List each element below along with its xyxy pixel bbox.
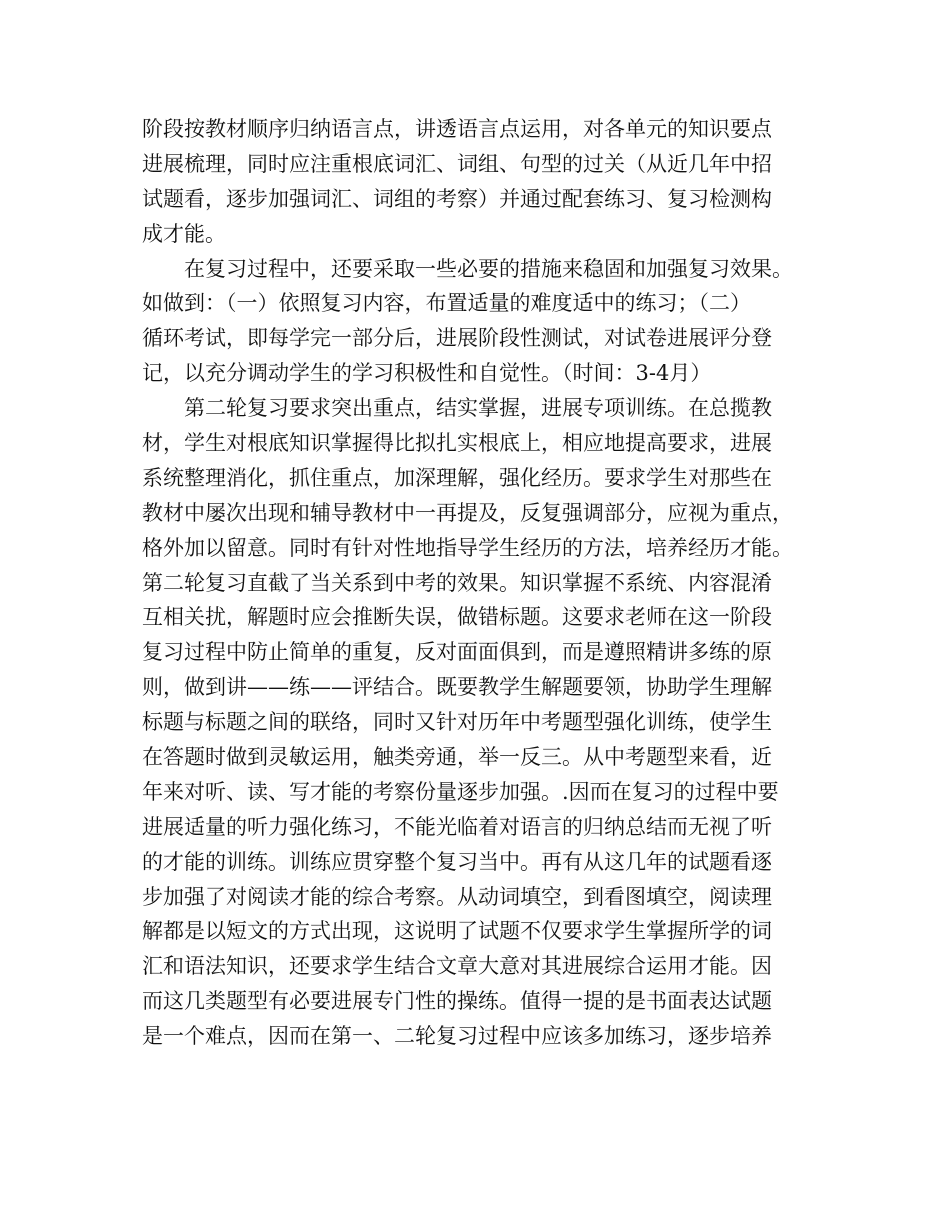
- text-line: 系统整理消化，抓住重点，加深理解，强化经历。要求学生对那些在: [142, 465, 772, 490]
- text-line: 第二轮复习直截了当关系到中考的效果。知识掌握不系统、内容混淆: [142, 570, 772, 595]
- text-line: 则，做到讲——练——评结合。既要教学生解题要领，协助学生理解: [142, 675, 772, 700]
- text-line: 试题看，逐步加强词汇、词组的考察）并通过配套练习、复习检测构: [142, 186, 772, 211]
- text-line: 年来对听、读、写才能的考察份量逐步加强。.因而在复习的过程中要: [142, 779, 779, 804]
- text-line: 汇和语法知识，还要求学生结合文章大意对其进展综合运用才能。因: [142, 954, 772, 979]
- text-line: 材，学生对根底知识掌握得比拟扎实根底上，相应地提高要求，进展: [142, 431, 772, 456]
- text-line: 解都是以短文的方式出现，这说明了试题不仅要求学生掌握所学的词: [142, 919, 772, 944]
- text-line: 进展适量的听力强化练习，不能光临着对语言的归纳总结而无视了听: [142, 814, 772, 839]
- text-line: 标题与标题之间的联络，同时又针对历年中考题型强化训练，使学生: [142, 710, 772, 735]
- text-line: 第二轮复习要求突出重点，结实掌握，进展专项训练。在总揽教: [184, 396, 772, 421]
- text-line: 互相关扰，解题时应会推断失误，做错标题。这要求老师在这一阶段: [142, 605, 772, 630]
- text-line: 步加强了对阅读才能的综合考察。从动词填空，到看图填空，阅读理: [142, 884, 772, 909]
- text-line: 而这几类题型有必要进展专门性的操练。值得一提的是书面表达试题: [142, 989, 772, 1014]
- text-line: 循环考试，即每学完一部分后，进展阶段性测试，对试卷进展评分登: [142, 326, 772, 351]
- text-line: 教材中屡次出现和辅导教材中一再提及，反复强调部分，应视为重点，: [142, 500, 793, 525]
- text-line: 记，以充分调动学生的学习积极性和自觉性。（时间：3-4月）: [142, 361, 712, 386]
- text-line: 的才能的训练。训练应贯穿整个复习当中。再有从这几年的试题看逐: [142, 849, 772, 874]
- text-line: 格外加以留意。同时有针对性地指导学生经历的方法，培养经历才能。: [142, 535, 793, 560]
- text-line: 如做到：（一）依照复习内容，布置适量的难度适中的练习；（二）: [142, 291, 751, 316]
- text-line: 成才能。: [142, 221, 226, 246]
- text-line: 在复习过程中，还要采取一些必要的措施来稳固和加强复习效果。: [184, 256, 793, 281]
- text-line: 在答题时做到灵敏运用，触类旁通，举一反三。从中考题型来看，近: [142, 745, 772, 770]
- document-body-text: [142, 112, 812, 1054]
- text-line: 是一个难点，因而在第一、二轮复习过程中应该多加练习，逐步培养: [142, 1024, 772, 1049]
- text-line: 进展梳理，同时应注重根底词汇、词组、句型的过关（从近几年中招: [142, 151, 772, 176]
- text-line: 复习过程中防止简单的重复，反对面面俱到，而是遵照精讲多练的原: [142, 640, 772, 665]
- text-line: 阶段按教材顺序归纳语言点，讲透语言点运用，对各单元的知识要点: [142, 117, 772, 141]
